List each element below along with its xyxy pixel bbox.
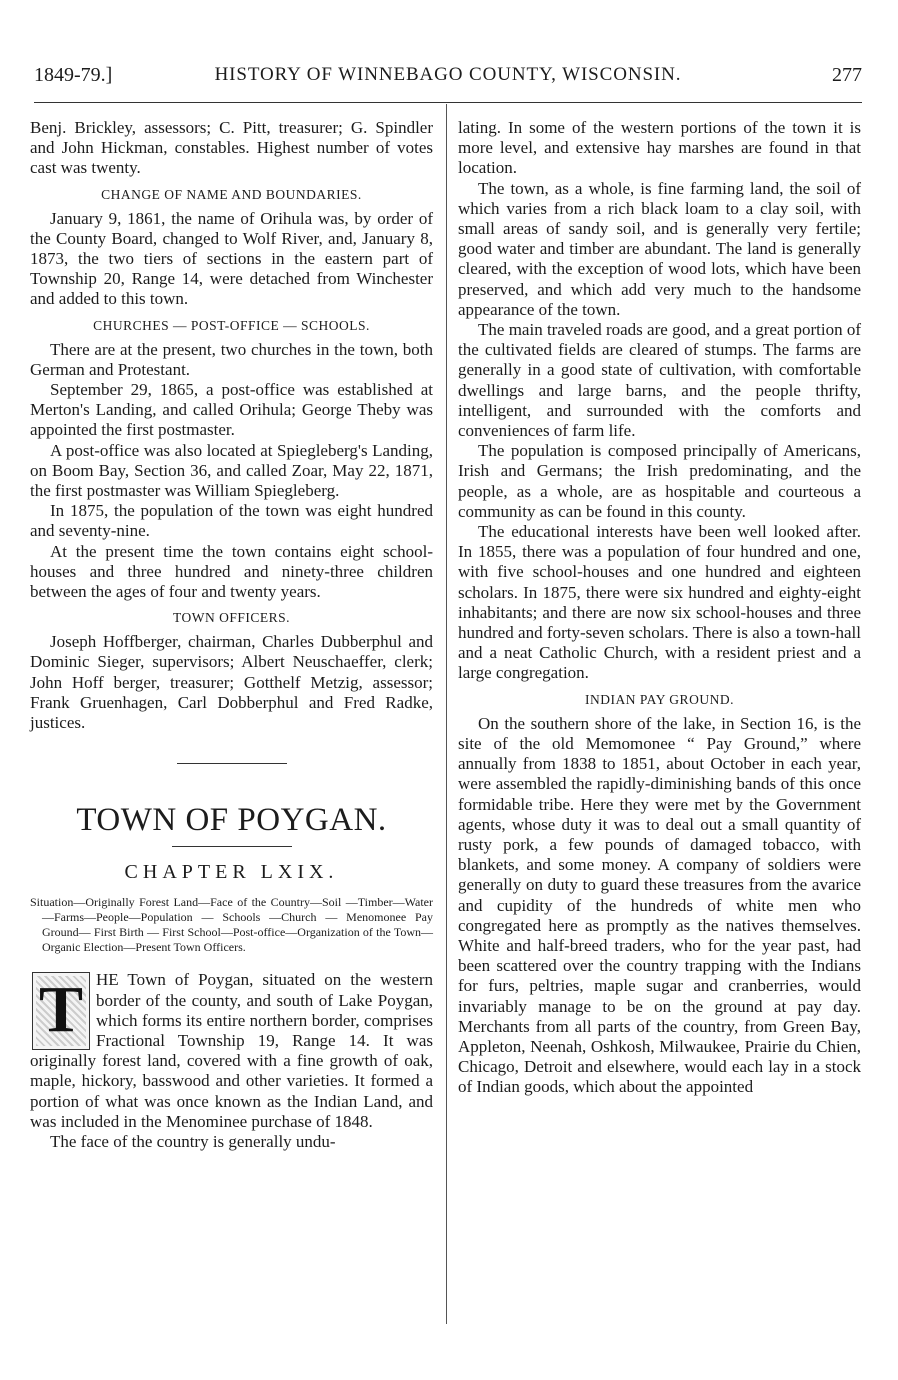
column-divider	[446, 104, 447, 1324]
intro-paragraph: Benj. Brickley, assessors; C. Pitt, treasurer; G. Spindler and John Hickman, constables. Highest number of votes cast was twenty.	[30, 118, 433, 178]
header-rule	[34, 102, 862, 103]
paragraph-right-4: The population is composed principally of Americans, Irish and Germans; the Irish predominating, and the people, as a whole, are as hospitable and courteous a community as can be found in this county.	[458, 441, 861, 521]
paragraph-poygan-1: HE Town of Poygan, situated on the western border of the county, and south of Lake Poygan, which forms its entire northern border, comprises Fractional Township 19, Range 14. It was originally forest land, covered with a fine growth of oak, maple, hickory, basswood and other varieties. It formed a portion of what was once known as the Indian Land, and was included in the Menominee purchase of 1848.	[30, 970, 433, 1131]
section-heading-churches: CHURCHES — POST-OFFICE — SCHOOLS.	[93, 317, 370, 333]
title-rule	[172, 846, 292, 847]
chapter-synopsis: Situation—Originally Forest Land—Face of the Country—Soil —Timber—Water—Farms—People—Population — Schools —Church — Menomonee Pay Ground— First Birth — First School—Post-office—Organization of the Town—Organic Election—Present Town Officers.	[30, 895, 433, 954]
paragraph-churches-4: In 1875, the population of the town was eight hundred and seventy-nine.	[30, 501, 433, 541]
header-dates: 1849-79.]	[34, 64, 113, 86]
section-heading-pay-ground: INDIAN PAY GROUND.	[585, 691, 734, 707]
right-column	[458, 118, 861, 1098]
drop-cap-letter: T	[38, 973, 84, 1047]
paragraph-right-2: The town, as a whole, is fine farming land, the soil of which varies from a rich black loam to a clay soil, with small areas of sandy soil, and is generally very fertile; good water and timber are abundant. The land is generally cleared, with the exception of wood lots, which have been preserved, and which add very much to the handsome appearance of the town.	[458, 178, 861, 319]
opening-block	[30, 970, 433, 1132]
left-column	[30, 118, 433, 1152]
page-number: 277	[832, 64, 862, 86]
paragraph-poygan-2: The face of the country is generally undu-	[50, 1132, 336, 1152]
paragraph-churches-5: At the present time the town contains eight school-houses and three hundred and ninety-three children between the ages of four and twenty years.	[30, 541, 433, 602]
paragraph-churches-1: There are at the present, two churches in the town, both German and Protestant.	[30, 339, 433, 379]
chapter-label: CHAPTER LXIX.	[124, 861, 339, 884]
paragraph-right-3: The main traveled roads are good, and a great portion of the cultivated fields are cleared of stumps. The farms are generally in a good state of cultivation, with comfortable dwellings and large barns, and the people thrifty, intelligent, and surrounded with the comforts and conveniences of farm life.	[458, 320, 861, 441]
paragraph-officers: Joseph Hoffberger, chairman, Charles Dubberphul and Dominic Sieger, supervisors; Albert Neuschaeffer, clerk; John Hoff berger, treasurer; Gotthelf Metzig, assessor; Frank Gruenhagen, Carl Dobberphul and Fred Radke, justices.	[30, 632, 433, 733]
paragraph-churches-2: September 29, 1865, a post-office was established at Merton's Landing, and called Orihula; George Theby was appointed the first postmaster.	[30, 380, 433, 440]
section-heading-change: CHANGE OF NAME AND BOUNDARIES.	[101, 186, 362, 202]
paragraph-change: January 9, 1861, the name of Orihula was, by order of the County Board, changed to Wolf River, and, January 8, 1873, the two tiers of sections in the eastern part of Township 20, Range 14, were detached from Winchester and added to this town.	[30, 208, 433, 309]
paragraph-right-1: lating. In some of the western portions of the town it is more level, and extensive hay marshes are found in that location.	[458, 118, 861, 178]
paragraph-churches-3: A post-office was also located at Spiegleberg's Landing, on Boom Bay, Section 36, and called Zoar, May 22, 1871, the first postmaster was William Spiegleberg.	[30, 440, 433, 501]
town-title: TOWN OF POYGAN.	[76, 802, 387, 839]
section-heading-officers: TOWN OFFICERS.	[172, 610, 291, 626]
page-header	[34, 64, 862, 90]
paragraph-right-5: The educational interests have been well looked after. In 1855, there was a population of four hundred and one, with five school-houses and one hundred and eighteen scholars. In 1875, there were six hundred and eighty-eight inhabitants; and there are now six school-houses and three hundred and forty-seven scholars. There is also a town-hall and a neat Catholic Church, with a resident priest and a large congregation.	[458, 522, 861, 683]
running-title: HISTORY OF WINNEBAGO COUNTY, WISCONSIN.	[214, 64, 682, 85]
paragraph-right-6: On the southern shore of the lake, in Section 16, is the site of the old Memomonee “ Pay Ground,” where annually from 1838 to 1851, about October in each year, were assembled the rapidly-diminishing bands of this once formidable tribe. Here they were met by the Government agents, whose duty it was to deal out a small quantity of rusty pork, a few pounds of damaged tobacco, with blankets, and some money. A company of soldiers were generally on duty to guard these treasures from the avarice and cupidity of the hundreds of white men who congregated here as promptly as the natives themselves. White and half-breed traders, who for the year past, had been scattered over the country trapping with the Indians for furs, peltries, maple sugar and cranberries, would invariably manage to be on the ground at pay day. Merchants from all parts of the country, from Green Bay, Appleton, Neenah, Oshkosh, Milwaukee, Prairie du Chien, Chicago, Detroit and elsewhere, would each lay in a stock of Indian goods, which about the appointed	[458, 713, 861, 1097]
section-separator	[177, 763, 287, 764]
drop-cap-ornament	[32, 972, 90, 1050]
